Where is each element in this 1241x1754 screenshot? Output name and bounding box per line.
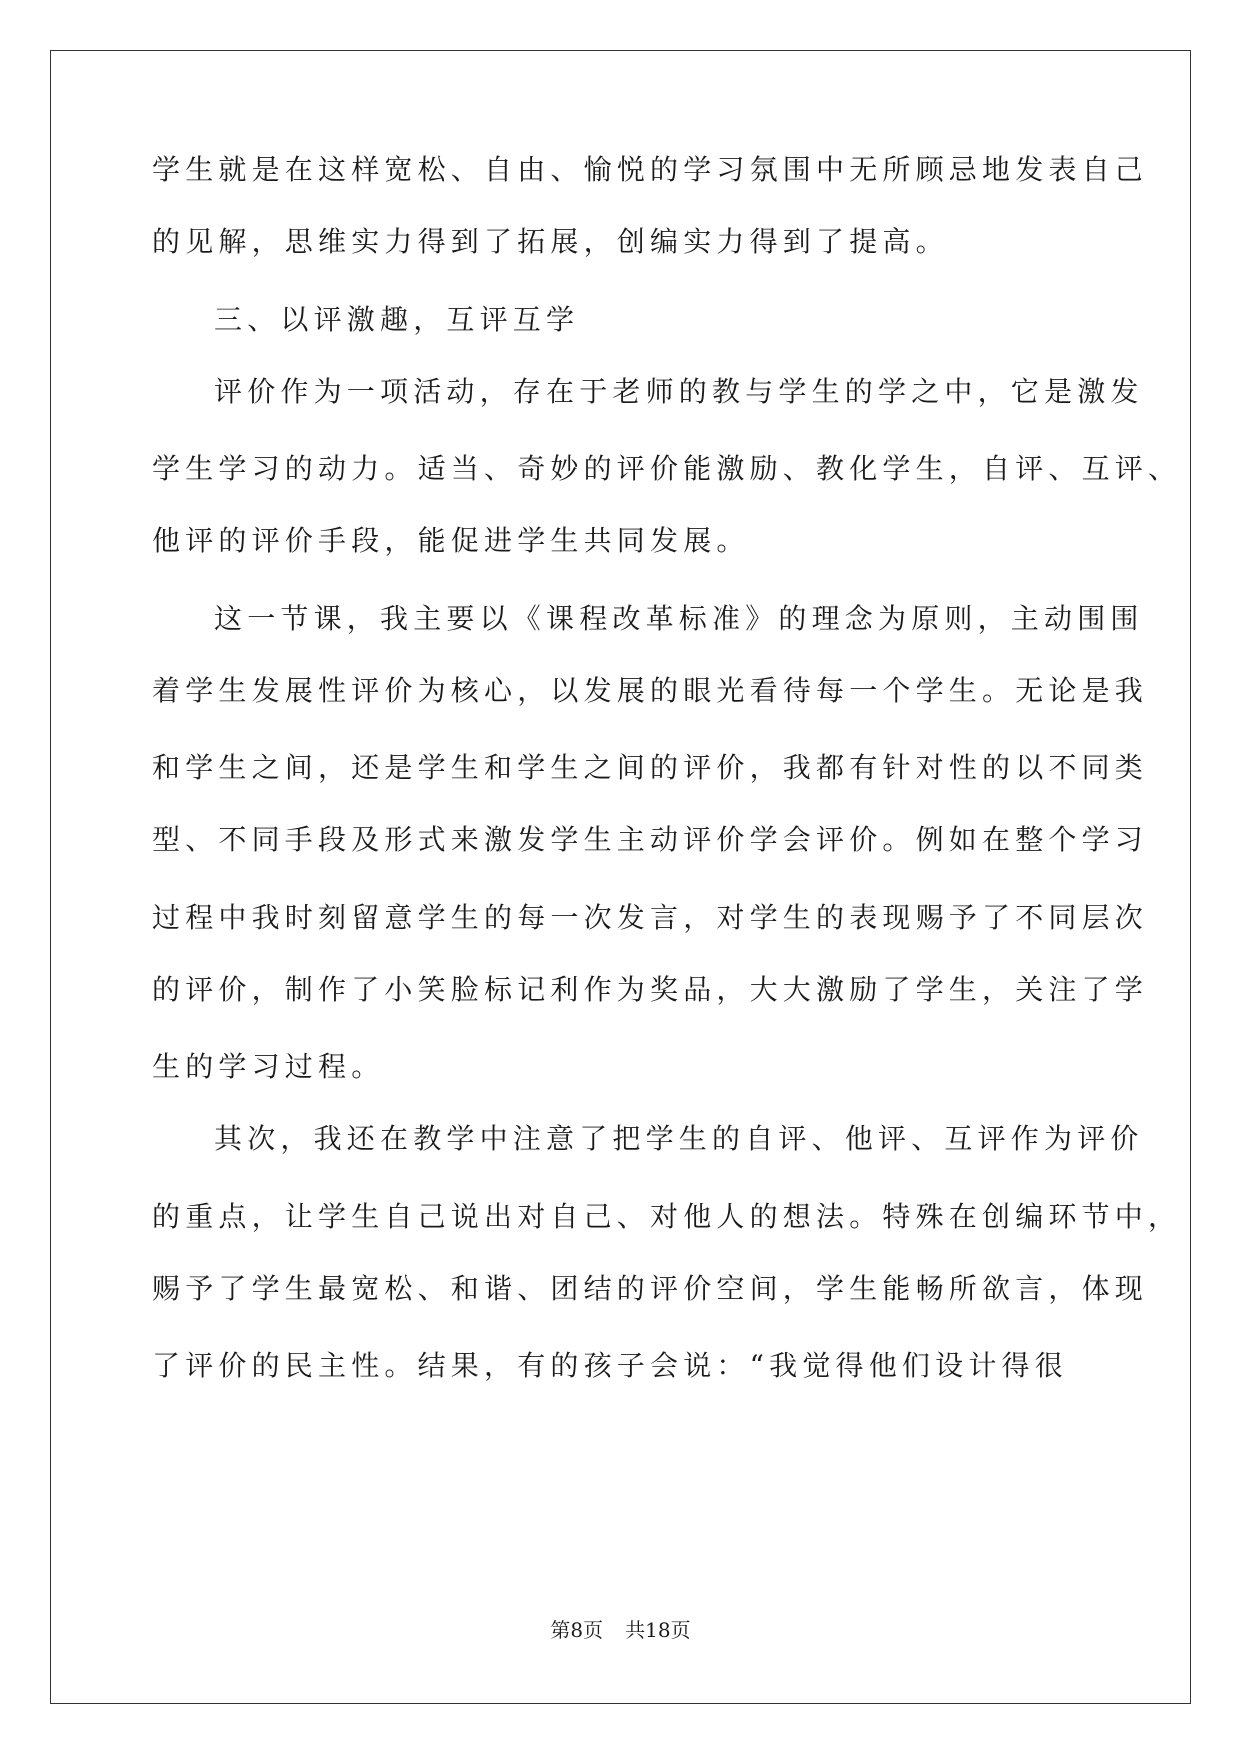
page-number: 第8页 xyxy=(550,1618,604,1642)
text-line: 着学生发展性评价为核心，以发展的眼光看待每一个学生。无论是我 xyxy=(152,674,1149,707)
text-line: 其次，我还在教学中注意了把学生的自评、他评、互评作为评价 xyxy=(214,1122,1144,1155)
text-line: 的评价，制作了小笑脸标记利作为奖品，大大激励了学生，关注了学 xyxy=(152,973,1149,1006)
text-line: 学生就是在这样宽松、自由、愉悦的学习氛围中无所顾忌地发表自己 xyxy=(152,153,1149,186)
page-total: 共18页 xyxy=(625,1618,691,1642)
text-line: 他评的评价手段，能促进学生共同发展。 xyxy=(152,524,750,557)
text-line: 型、不同手段及形式来激发学生主动评价学会评价。例如在整个学习 xyxy=(152,823,1149,856)
text-line: 的重点，让学生自己说出对自己、对他人的想法。特殊在创编环节中， xyxy=(152,1200,1182,1233)
text-line: 生的学习过程。 xyxy=(152,1050,385,1083)
text-line: 学生学习的动力。适当、奇妙的评价能激励、教化学生，自评、互评、 xyxy=(152,452,1182,485)
text-line: 评价作为一项活动，存在于老师的教与学生的学之中，它是激发 xyxy=(214,375,1144,408)
text-line: 赐予了学生最宽松、和谐、团结的评价空间，学生能畅所欲言，体现 xyxy=(152,1272,1149,1305)
page-border xyxy=(50,50,1191,1704)
text-line: 的见解，思维实力得到了拓展，创编实力得到了提高。 xyxy=(152,225,949,258)
page-footer xyxy=(0,1616,1241,1644)
text-line: 和学生之间，还是学生和学生之间的评价，我都有针对性的以不同类 xyxy=(152,751,1149,784)
section-heading: 三、以评激趣，互评互学 xyxy=(214,303,580,336)
text-line: 过程中我时刻留意学生的每一次发言，对学生的表现赐予了不同层次 xyxy=(152,901,1149,934)
text-line: 这一节课，我主要以《课程改革标准》的理念为原则，主动围围 xyxy=(214,602,1144,635)
text-line: 了评价的民主性。结果，有的孩子会说：“我觉得他们设计得很 xyxy=(152,1349,1068,1382)
